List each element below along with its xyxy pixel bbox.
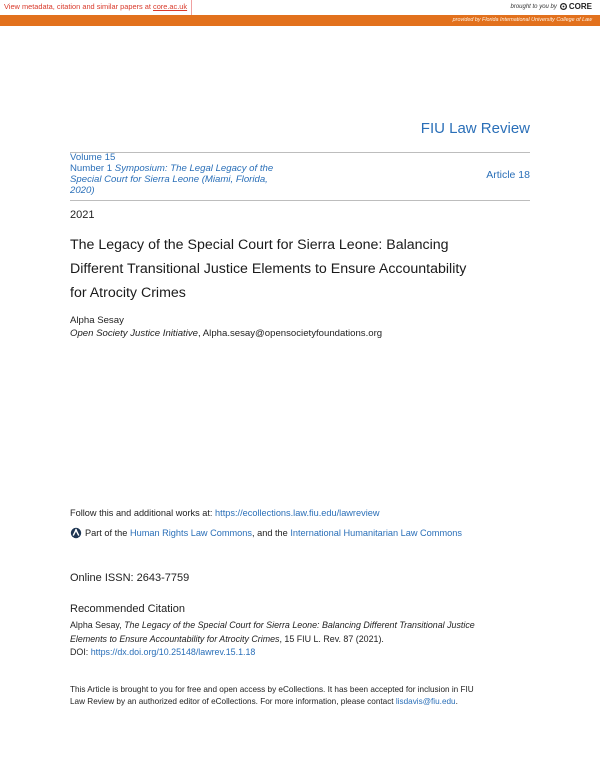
divider-bottom [70,200,530,201]
provided-by-bar [0,15,600,26]
core-brought-by [511,2,593,11]
title-line-1: The Legacy of the Special Court for Sierra Leone: Balancing [70,237,449,253]
humanitarian-law-commons-link[interactable]: International Humanitarian Law Commons [290,528,462,538]
title-line-2: Different Transitional Justice Elements to Ensure Accountability [70,261,467,277]
brought-by-text: brought to you by [510,3,557,10]
affiliation-name: Open Society Justice Initiative [70,328,198,339]
citation-title-line-2: Elements to Ensure Accountability for Atrocity Crimes [70,633,280,644]
citation-heading: Recommended Citation [70,603,185,615]
follow-works [70,508,379,518]
core-banner [0,0,600,15]
journal-title-link[interactable]: FIU Law Review [420,120,530,137]
affiliation-email: , Alpha.sesay@opensocietyfoundations.org [197,328,383,339]
article-number-link[interactable]: Article 18 [486,169,530,181]
core-logo-icon [559,2,568,11]
core-notice-text: View metadata, citation and similar papers at [4,2,151,11]
core-metadata-notice [0,0,192,16]
part-of-text: Part of the [85,528,128,538]
citation-author: Alpha Sesay, [70,620,125,630]
number-link[interactable] [70,163,273,174]
access-notice [70,684,535,708]
citation-body [70,619,535,660]
doi-label: DOI: [70,647,91,657]
footer-line-1: This Article is brought to you for free and open access by eCollections. It has been accepted for inclusion in FIU [70,685,474,694]
follow-url-link[interactable]: https://ecollections.law.fiu.edu/lawreview [215,508,380,518]
citation-source: , 15 FIU L. Rev. 87 (2021). [279,633,384,644]
part-of-commons [70,527,462,539]
symposium-line-3[interactable]: 2020) [70,185,95,196]
volume-info [70,152,315,196]
provided-by-text: provided by Florida International University College of Law [452,17,592,23]
and-text: , and the [252,528,288,538]
core-logo[interactable] [559,2,592,11]
contact-email-link[interactable]: lisdavis@fiu.edu [395,697,456,706]
footer-period: . [455,697,458,706]
author-name: Alpha Sesay [70,315,124,326]
publication-year: 2021 [70,209,95,221]
symposium-line-2[interactable]: Special Court for Sierra Leone (Miami, Florida, [70,174,268,185]
footer-line-2: Law Review by an authorized editor of eCollections. For more information, please contact [70,697,394,706]
symposium-line-1: Symposium: The Legal Legacy of the [114,163,274,174]
follow-text: Follow this and additional works at: [70,508,213,518]
volume-link[interactable]: Volume 15 [70,152,116,163]
online-issn: Online ISSN: 2643-7759 [70,572,190,584]
number-prefix: Number 1 [70,163,113,174]
author-affiliation [70,328,382,339]
human-rights-commons-link[interactable]: Human Rights Law Commons [129,528,252,538]
article-title [70,233,535,305]
core-ac-uk-link[interactable]: core.ac.uk [153,2,188,11]
core-logo-text: CORE [568,2,592,11]
network-commons-icon [70,527,82,539]
citation-title-line-1: The Legacy of the Special Court for Sierra Leone: Balancing Different Transitional Justice [124,620,475,630]
doi-link[interactable]: https://dx.doi.org/10.25148/lawrev.15.1.18 [90,647,256,657]
title-line-3: for Atrocity Crimes [70,285,186,301]
